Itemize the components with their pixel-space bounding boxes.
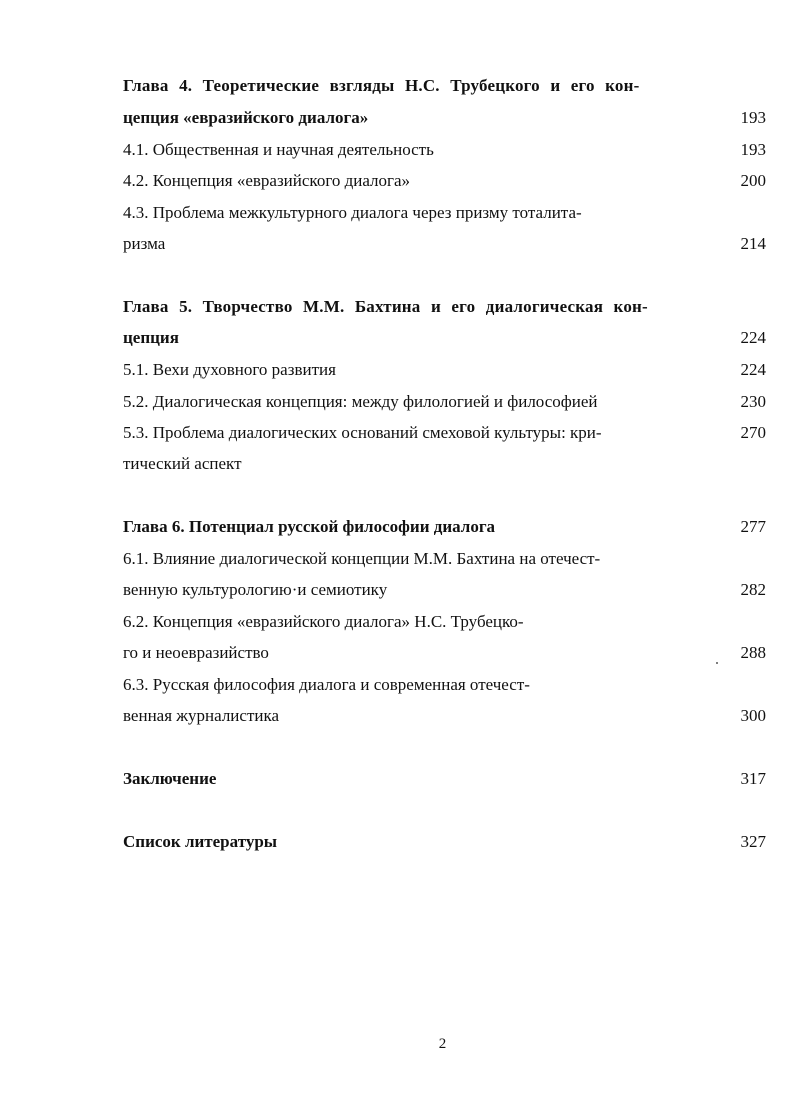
toc-item-6-1-page: 282 [740, 580, 766, 599]
toc-item-6-2-page: 288 [740, 643, 766, 662]
chapter-5-page: 224 [740, 328, 766, 347]
toc-item-4-3-line2: ризма [123, 234, 166, 253]
toc-item-5-1: 5.1. Вехи духовного развития [123, 360, 336, 379]
toc-item-5-2: 5.2. Диалогическая концепция: между филологией и философией [123, 392, 598, 411]
toc-item-4-3-page: 214 [740, 234, 766, 253]
scan-speck [716, 662, 718, 664]
toc-item-5-1-page: 224 [740, 360, 766, 379]
chapter-4-page: 193 [740, 108, 766, 127]
chapter-4-title-line2: цепция «евразийского диалога» [123, 108, 369, 127]
toc-item-6-3-line2: венная журналистика [123, 706, 280, 725]
chapter-4-title-line1: Глава 4. Теоретические взгляды Н.С. Трубецкого и его кон- [123, 76, 640, 95]
toc-item-5-3-page: 270 [740, 423, 766, 442]
toc-item-6-3-line1: 6.3. Русская философия диалога и современная отечест- [123, 675, 530, 694]
conclusion-title: Заключение [123, 769, 217, 788]
chapter-5-title-line1: Глава 5. Творчество М.М. Бахтина и его диалогическая кон- [123, 297, 648, 316]
chapter-6-page: 277 [740, 517, 766, 536]
toc-item-6-2-line1: 6.2. Концепция «евразийского диалога» Н.С. Трубецко- [123, 612, 524, 631]
toc-item-6-3-page: 300 [740, 706, 766, 725]
toc-item-5-3-line1: 5.3. Проблема диалогических оснований смеховой культуры: кри- [123, 423, 602, 442]
toc-item-6-1-line2: венную культурологию·и семиотику [123, 580, 388, 599]
page-number: 2 [438, 1036, 447, 1052]
bibliography-page: 327 [740, 832, 766, 851]
toc-item-4-1-page: 193 [740, 140, 766, 159]
toc-item-4-2: 4.2. Концепция «евразийского диалога» [123, 171, 411, 190]
toc-item-4-1: 4.1. Общественная и научная деятельность [123, 140, 434, 159]
toc-item-4-3-line1: 4.3. Проблема межкультурного диалога через призму тоталита- [123, 203, 582, 222]
conclusion-page: 317 [740, 769, 766, 788]
chapter-6-title: Глава 6. Потенциал русской философии диалога [123, 517, 496, 536]
toc-item-4-2-page: 200 [740, 171, 766, 190]
chapter-5-title-line2: цепция [123, 328, 179, 347]
toc-item-5-2-page: 230 [740, 392, 766, 411]
toc-item-5-3-line2: тический аспект [123, 454, 242, 473]
toc-item-6-1-line1: 6.1. Влияние диалогической концепции М.М. Бахтина на отечест- [123, 549, 601, 568]
toc-item-6-2-line2: го и неоевразийство [123, 643, 269, 662]
bibliography-title: Список литературы [123, 832, 278, 851]
